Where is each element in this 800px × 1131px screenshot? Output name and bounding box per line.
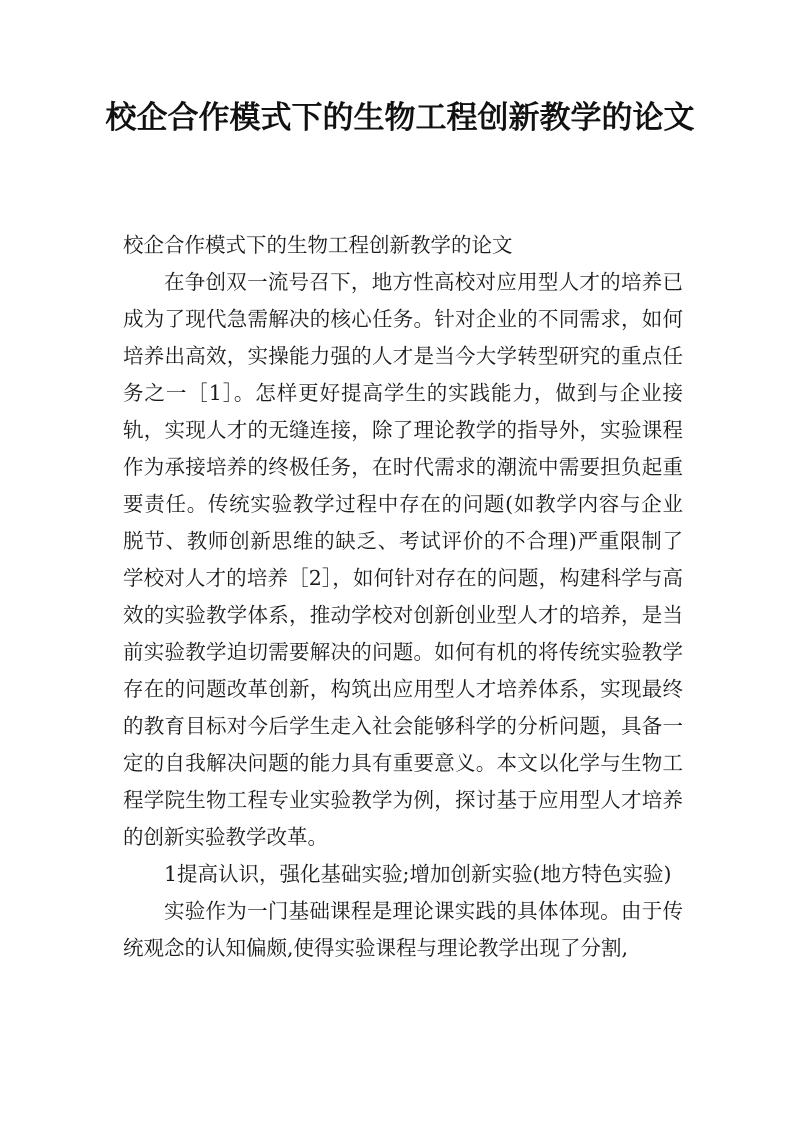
body-paragraph: 在争创双一流号召下，地方性高校对应用型人才的培养已成为了现代急需解决的核心任务。针对企业的不同需求，如何培养出高效，实操能力强的人才是当今大学转型研究的重点任务之一［1］。怎样更好提高学生的实践能力，做到与企业接轨，实现人才的无缝连接，除了理论教学的指导外，实验课程作为承接培养的终极任务，在时代需求的潮流中需要担负起重要责任。传统实验教学过程中存在的问题(如教学内容与企业脱节、教师创新思维的缺乏、考试评价的不合理)严重限制了学校对人才的培养［2］，如何针对存在的问题，构建科学与高效的实验教学体系，推动学校对创新创业型人才的培养，是当前实验教学迫切需要解决的问题。如何有机的将传统实验教学存在的问题改革创新，构筑出应用型人才培养体系，实现最终的教育目标对今后学生走入社会能够科学的分析问题，具备一定的自我解决问题的能力具有重要意义。本文以化学与生物工程学院生物工程专业实验教学为例，探讨基于应用型人才培养的创新实验教学改革。: [123, 270, 683, 849]
subtitle-paragraph: 校企合作模式下的生物工程创新教学的论文: [123, 233, 513, 257]
body-paragraph: 实验作为一门基础课程是理论课实践的具体体现。由于传统观念的认知偏颇,使得实验课程与理论教学出现了分割,: [123, 899, 683, 960]
section-heading: 1提高认识，强化基础实验;增加创新实验(地方特色实验): [164, 862, 672, 886]
document-body: [123, 227, 683, 967]
document-title: 校企合作模式下的生物工程创新教学的论文: [105, 100, 695, 136]
